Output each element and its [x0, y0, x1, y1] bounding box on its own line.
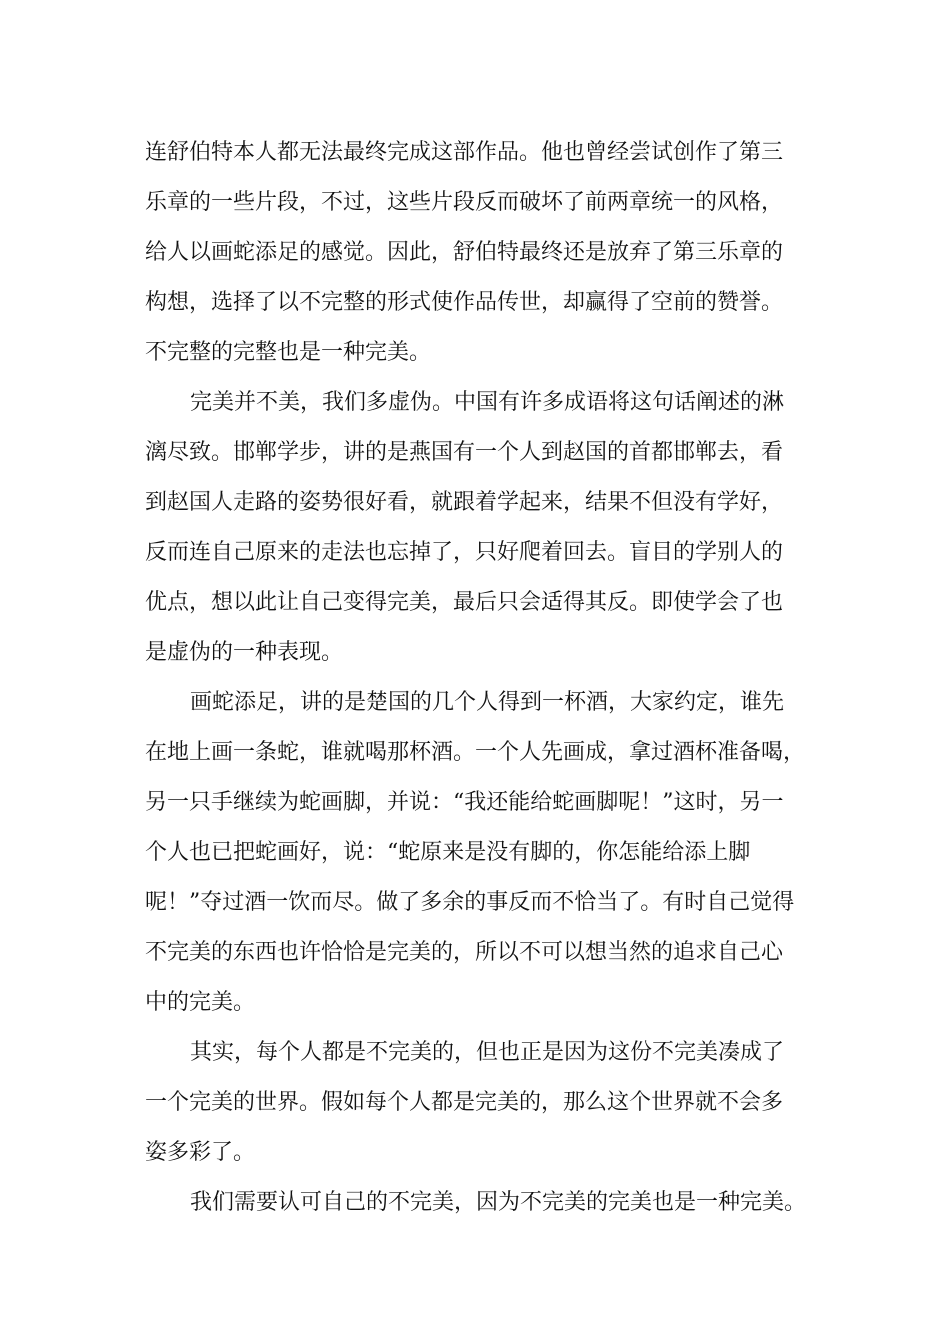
paragraph-first-line: 完美并不美，我们多虚伪。中国有许多成语将这句话阐述的淋 — [190, 390, 785, 415]
text-line: 优点，想以此让自己变得完美，最后只会适得其反。即使学会了也 — [145, 590, 784, 615]
text-line: 是虚伪的一种表现。 — [145, 640, 344, 665]
text-line: 中的完美。 — [145, 990, 256, 1015]
text-line: 不完美的东西也许恰恰是完美的，所以不可以想当然的追求自己心 — [145, 940, 784, 965]
text-line: 乐章的一些片段，不过，这些片段反而破坏了前两章统一的风格， — [145, 190, 784, 215]
text-line: 呢！”夺过酒一饮而尽。做了多余的事反而不恰当了。有时自己觉得 — [145, 890, 795, 915]
text-line: 姿多彩了。 — [145, 1140, 256, 1165]
text-line: 另一只手继续为蛇画脚，并说：“我还能给蛇画脚呢！”这时，另一 — [145, 790, 784, 815]
paragraph-first-line: 其实，每个人都是不完美的，但也正是因为这份不完美凑成了 — [190, 1040, 785, 1065]
text-line: 在地上画一条蛇，谁就喝那杯酒。一个人先画成，拿过酒杯准备喝， — [145, 740, 806, 765]
text-line: 构想，选择了以不完整的形式使作品传世，却赢得了空前的赞誉。 — [145, 290, 784, 315]
text-line: 漓尽致。邯郸学步，讲的是燕国有一个人到赵国的首都邯郸去，看 — [145, 440, 784, 465]
text-line: 个人也已把蛇画好，说：“蛇原来是没有脚的，你怎能给添上脚 — [145, 840, 751, 865]
text-line: 不完整的完整也是一种完美。 — [145, 340, 432, 365]
text-line: 给人以画蛇添足的感觉。因此，舒伯特最终还是放弃了第三乐章的 — [145, 240, 784, 265]
paragraph-first-line: 画蛇添足，讲的是楚国的几个人得到一杯酒，大家约定，谁先 — [190, 690, 785, 715]
text-line: 一个完美的世界。假如每个人都是完美的，那么这个世界就不会多 — [145, 1090, 784, 1115]
text-line: 反而连自己原来的走法也忘掉了，只好爬着回去。盲目的学别人的 — [145, 540, 784, 565]
paragraph-first-line: 我们需要认可自己的不完美，因为不完美的完美也是一种完美。 — [190, 1190, 807, 1215]
text-line: 连舒伯特本人都无法最终完成这部作品。他也曾经尝试创作了第三 — [145, 140, 784, 165]
text-line: 到赵国人走路的姿势很好看，就跟着学起来，结果不但没有学好， — [145, 490, 784, 515]
